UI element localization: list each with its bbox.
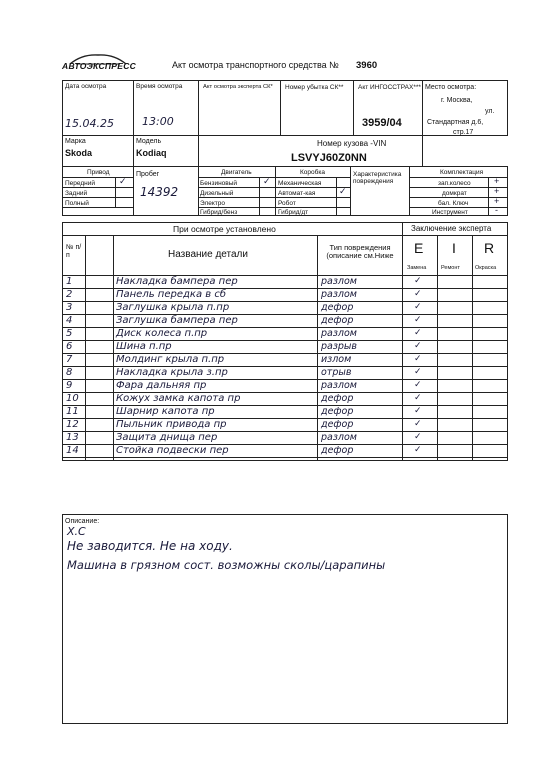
damage-char-cell [350,166,410,216]
model-value: Kodiaq [136,148,167,158]
vin-cell [198,135,423,167]
row-number: 9 [66,380,73,391]
date-value: 15.04.25 [65,117,114,130]
kit-cell [409,166,508,216]
engine-check-mark: ✓ [263,176,271,186]
row-part-name: Кожух замка капота пр [116,393,241,404]
col-r-header: R [484,240,495,256]
time-label: Время осмотра [136,83,183,90]
row-damage-type: разлом [321,432,357,443]
mileage-value: 14392 [140,185,179,199]
ingos-value: 3959/04 [362,117,402,129]
row-damage-type: разлом [321,380,357,391]
damage-char-label: Характеристика повреждения [353,171,402,186]
engine-label: Двигатель [221,169,252,176]
place-line: Стандартная д.6, [427,119,484,126]
col-num-header: № п/п [66,244,82,259]
gearbox-cell [275,166,351,216]
row-part-name: Накладка крыла з.пр [116,367,228,378]
row-damage-type: разрыв [321,341,358,352]
gearbox-option: Гибрид/дт [278,209,309,216]
row-number: 10 [66,393,79,404]
loss-number-label: Номер убытка СК** [285,84,344,91]
row-replace-mark: ✓ [414,445,422,455]
kit-mark: + [494,176,500,186]
time-value: 13:00 [142,115,174,128]
row-replace-mark: ✓ [414,302,422,312]
row-number: 3 [66,302,73,313]
place-line: ул. [485,108,495,115]
date-cell [62,80,134,136]
row-damage-type: дефор [321,315,354,326]
description-box [62,514,508,724]
expert-title: Заключение эксперта [411,224,492,233]
make-cell [62,135,134,167]
expert-title-cell [402,222,508,236]
row-number: 1 [66,276,73,287]
row-replace-mark: ✓ [414,354,422,364]
row-damage-type: дефор [321,419,354,430]
row-number: 14 [66,445,79,456]
vin-value: LSVYJ60Z0NN [291,152,367,164]
place-label: Место осмотра: [425,84,477,91]
make-value: Skoda [65,148,93,158]
row-number: 11 [66,406,79,417]
description-label: Описание: [65,518,100,525]
row-damage-type: дефор [321,445,354,456]
gearbox-option: Робот [278,200,296,207]
kit-mark: - [495,205,498,215]
row-replace-mark: ✓ [414,432,422,442]
row-part-name: Диск колеса п.пр [116,328,208,339]
engine-option: Дизельный [200,190,234,197]
row-replace-mark: ✓ [414,341,422,351]
section-title: При осмотре установлено [173,224,276,234]
ingos-label: Акт ИНГОССТРАХ*** [358,84,421,91]
row-damage-type: разлом [321,328,357,339]
expert-act-label: Акт осмотра эксперта СК* [203,84,273,90]
row-number: 2 [66,289,73,300]
model-cell [133,135,199,167]
row-number: 8 [66,367,73,378]
row-damage-type: дефор [321,393,354,404]
col-type-header: Тип повреждения (описание см.Ниже [326,243,394,261]
row-replace-mark: ✓ [414,393,422,403]
kit-item: бал. Ключ [438,200,469,207]
drive-option: Передний [65,180,96,187]
row-part-name: Панель передка в сб [116,289,226,300]
row-damage-type: разлом [321,276,357,287]
drive-option: Задний [65,190,88,197]
drive-cell [62,166,134,216]
row-number: 12 [66,419,79,430]
col-i-sub: Ремонт [441,265,460,271]
time-cell [133,80,199,136]
expert-act-cell [198,80,281,136]
row-damage-type: разлом [321,289,357,300]
row-replace-mark: ✓ [414,367,422,377]
act-title: Акт осмотра транспортного средства № [172,60,339,70]
col-e-sub: Замена [407,265,427,271]
row-damage-type: дефор [321,302,354,313]
row-replace-mark: ✓ [414,289,422,299]
kit-mark: + [494,186,500,196]
kit-mark: + [494,196,500,206]
logo-text: АВТОЭКСПРЕСС [62,61,137,71]
company-logo [62,52,137,72]
row-number: 6 [66,341,73,352]
row-part-name: Заглушка крыла п.пр [116,302,230,313]
date-label: Дата осмотра [65,83,107,90]
row-part-name: Заглушка бампера пер [116,315,238,326]
place-line: стр.17 [453,129,474,136]
row-part-name: Молдинг крыла п.пр [116,354,225,365]
row-part-name: Защита днища пер [116,432,218,443]
vin-label: Номер кузова -VIN [317,139,387,148]
mileage-cell [133,166,199,216]
row-part-name: Накладка бампера пер [116,276,238,287]
row-damage-type: излом [321,354,352,365]
row-replace-mark: ✓ [414,380,422,390]
row-part-name: Шарнир капота пр [116,406,215,417]
row-replace-mark: ✓ [414,419,422,429]
kit-item: зап.колесо [438,180,471,187]
row-number: 5 [66,328,73,339]
row-replace-mark: ✓ [414,328,422,338]
row-part-name: Пыльник привода пр [116,419,227,430]
kit-item: домкрат [442,190,467,197]
make-label: Марка [65,138,86,145]
engine-option: Бензиновый [200,180,238,187]
section-title-cell [62,222,403,236]
loss-number-cell [280,80,354,136]
row-damage-type: дефор [321,406,354,417]
gearbox-option: Автомат-кая [278,190,316,197]
kit-item: Инструмент [432,209,468,216]
row-replace-mark: ✓ [414,406,422,416]
engine-option: Электро [200,200,225,207]
row-part-name: Шина п.пр [116,341,172,352]
row-damage-type: отрыв [321,367,352,378]
col-r-sub: Окраска [475,265,497,271]
col-i-header: I [452,240,456,256]
row-replace-mark: ✓ [414,276,422,286]
act-number: 3960 [356,60,378,71]
gearbox-label: Коробка [300,169,325,176]
table-row-divider [62,457,508,458]
model-label: Модель [136,138,162,145]
gearbox-check-mark: ✓ [339,186,347,196]
drive-label: Привод [87,169,110,176]
engine-cell [198,166,276,216]
row-replace-mark: ✓ [414,315,422,325]
drive-check-mark: ✓ [119,176,127,186]
description-line: Х.С [67,525,86,538]
place-cell [422,80,508,136]
engine-option: Гибрид/бенз [200,209,238,216]
row-number: 7 [66,354,73,365]
kit-label: Комплектация [440,169,484,176]
place-line: г. Москва, [441,97,473,104]
row-number: 13 [66,432,79,443]
row-part-name: Фара дальняя пр [116,380,207,391]
row-number: 4 [66,315,73,326]
row-part-name: Стойка подвески пер [116,445,229,456]
mileage-label: Пробег [136,171,160,178]
drive-option: Полный [65,200,89,207]
description-line: Машина в грязном сост. возможны сколы/царапины [67,558,386,572]
ingos-cell [353,80,423,136]
description-line: Не заводится. Не на ходу. [67,539,233,553]
gearbox-option: Механическая [278,180,322,187]
col-part-header: Название детали [168,249,248,260]
col-e-header: E [414,240,424,256]
